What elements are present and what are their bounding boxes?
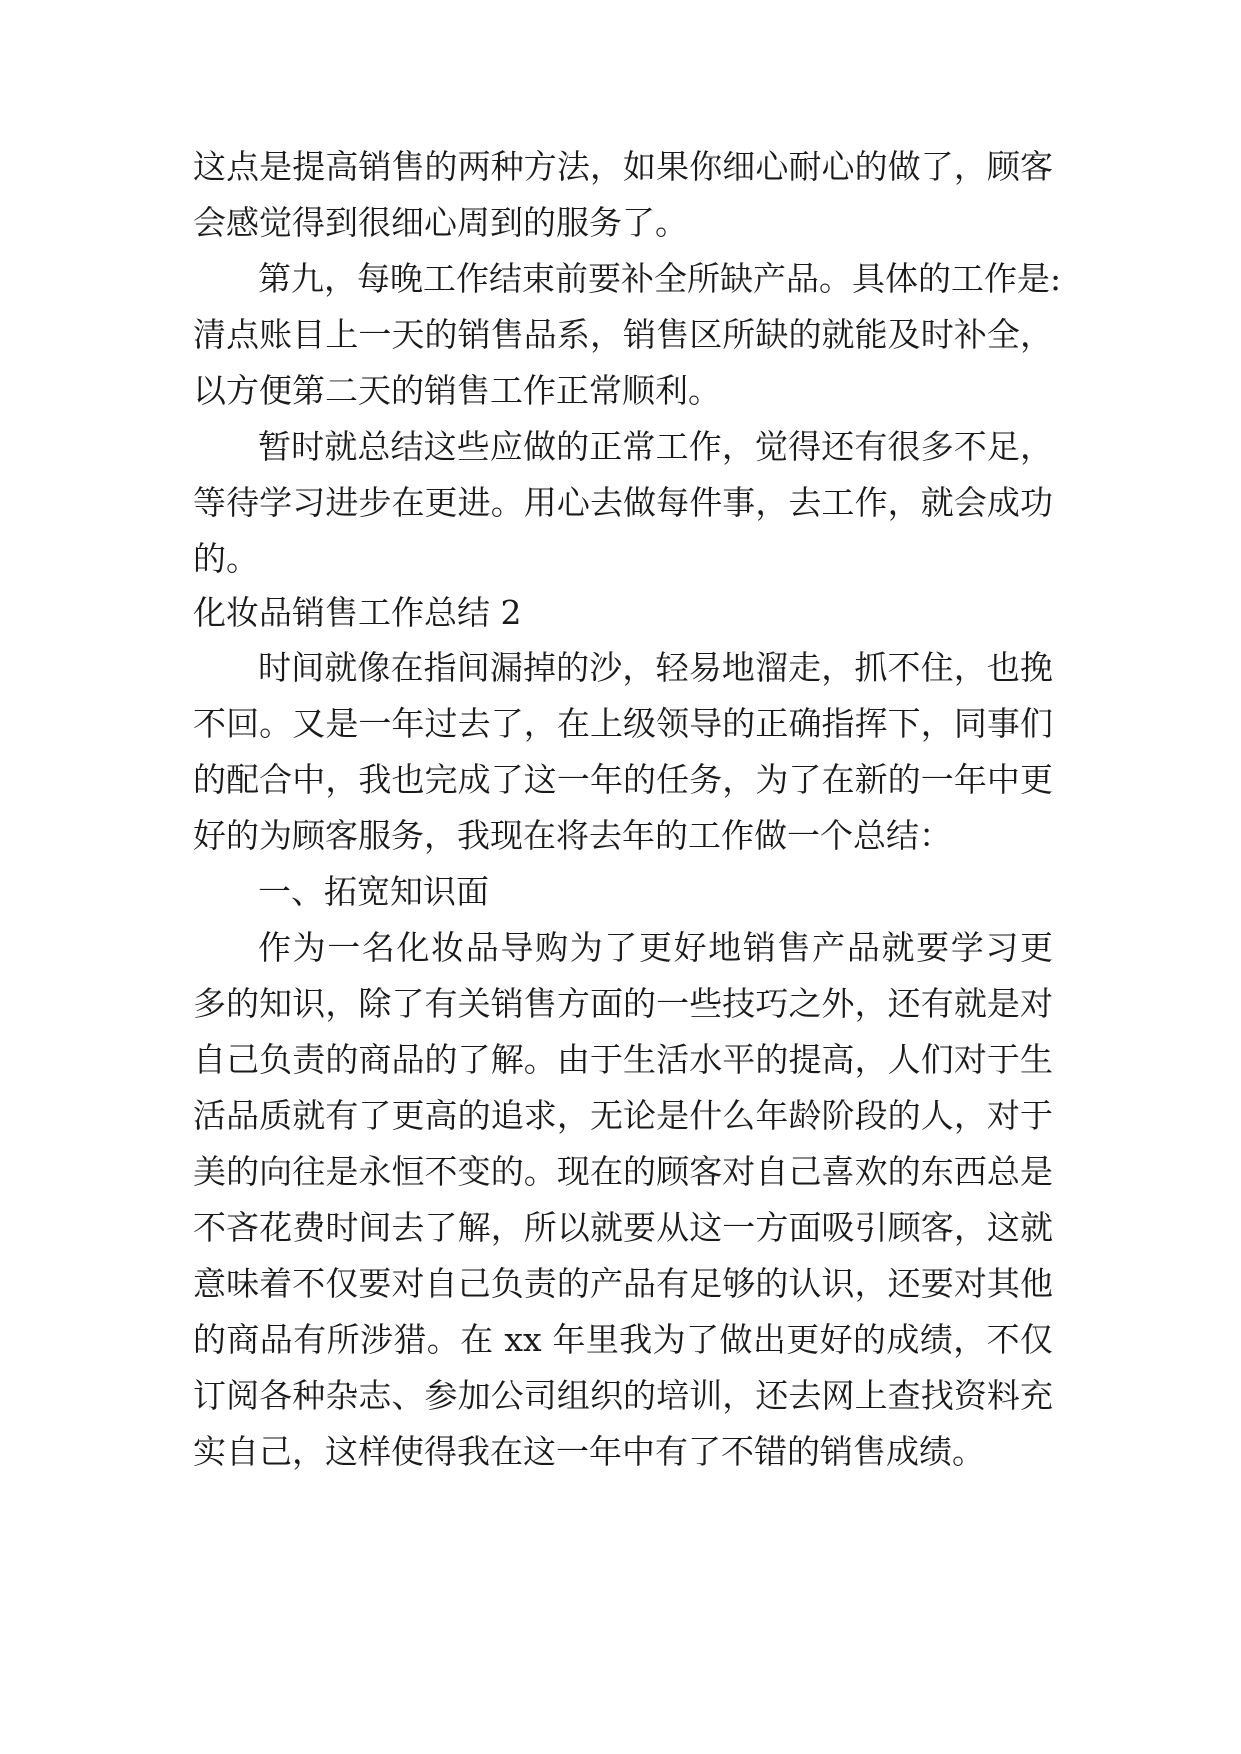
paragraph-line: 实自己，这样使得我在这一年中有了不错的销售成绩。 — [193, 1432, 985, 1471]
paragraph-line: 这点是提高销售的两种方法，如果你细心耐心的做了，顾客 — [193, 147, 1053, 186]
section-heading: 化妆品销售工作总结 2 — [193, 593, 522, 632]
paragraph-line: 清点账目上一天的销售品系，销售区所缺的就能及时补全， — [193, 315, 1053, 354]
paragraph-line: 等待学习进步在更进。用心去做每件事，去工作，就会成功 — [193, 483, 1053, 522]
paragraph-line: 活品质就有了更高的追求，无论是什么年龄阶段的人，对于 — [193, 1096, 1053, 1135]
paragraph-line: 意味着不仅要对自己负责的产品有足够的认识，还要对其他 — [193, 1264, 1053, 1303]
paragraph-line: 不回。又是一年过去了，在上级领导的正确指挥下，同事们 — [193, 704, 1053, 743]
paragraph-line: 美的向往是永恒不变的。现在的顾客对自己喜欢的东西总是 — [193, 1152, 1053, 1191]
subsection-heading: 一、拓宽知识面 — [258, 872, 489, 911]
paragraph-line: 第九，每晚工作结束前要补全所缺产品。具体的工作是: — [258, 259, 1062, 298]
paragraph-line: 订阅各种杂志、参加公司组织的培训，还去网上查找资料充 — [193, 1376, 1053, 1415]
paragraph-line: 时间就像在指间漏掉的沙，轻易地溜走，抓不住，也挽 — [258, 648, 1053, 687]
paragraph-line: 的商品有所涉猎。在 xx 年里我为了做出更好的成绩，不仅 — [193, 1320, 1053, 1359]
paragraph-line: 好的为顾客服务，我现在将去年的工作做一个总结： — [193, 816, 952, 855]
paragraph-line: 不吝花费时间去了解，所以就要从这一方面吸引顾客，这就 — [193, 1208, 1053, 1247]
paragraph-line: 的配合中，我也完成了这一年的任务，为了在新的一年中更 — [193, 760, 1053, 799]
paragraph-line: 暂时就总结这些应做的正常工作，觉得还有很多不足， — [258, 427, 1053, 466]
paragraph-line: 以方便第二天的销售工作正常顺利。 — [193, 371, 721, 410]
paragraph-line: 的。 — [193, 539, 259, 578]
paragraph-line: 自己负责的商品的了解。由于生活水平的提高，人们对于生 — [193, 1040, 1053, 1079]
paragraph-line: 作为一名化妆品导购为了更好地销售产品就要学习更 — [258, 928, 1053, 967]
paragraph-line: 会感觉得到很细心周到的服务了。 — [193, 203, 688, 242]
paragraph-line: 多的知识，除了有关销售方面的一些技巧之外，还有就是对 — [193, 984, 1053, 1023]
